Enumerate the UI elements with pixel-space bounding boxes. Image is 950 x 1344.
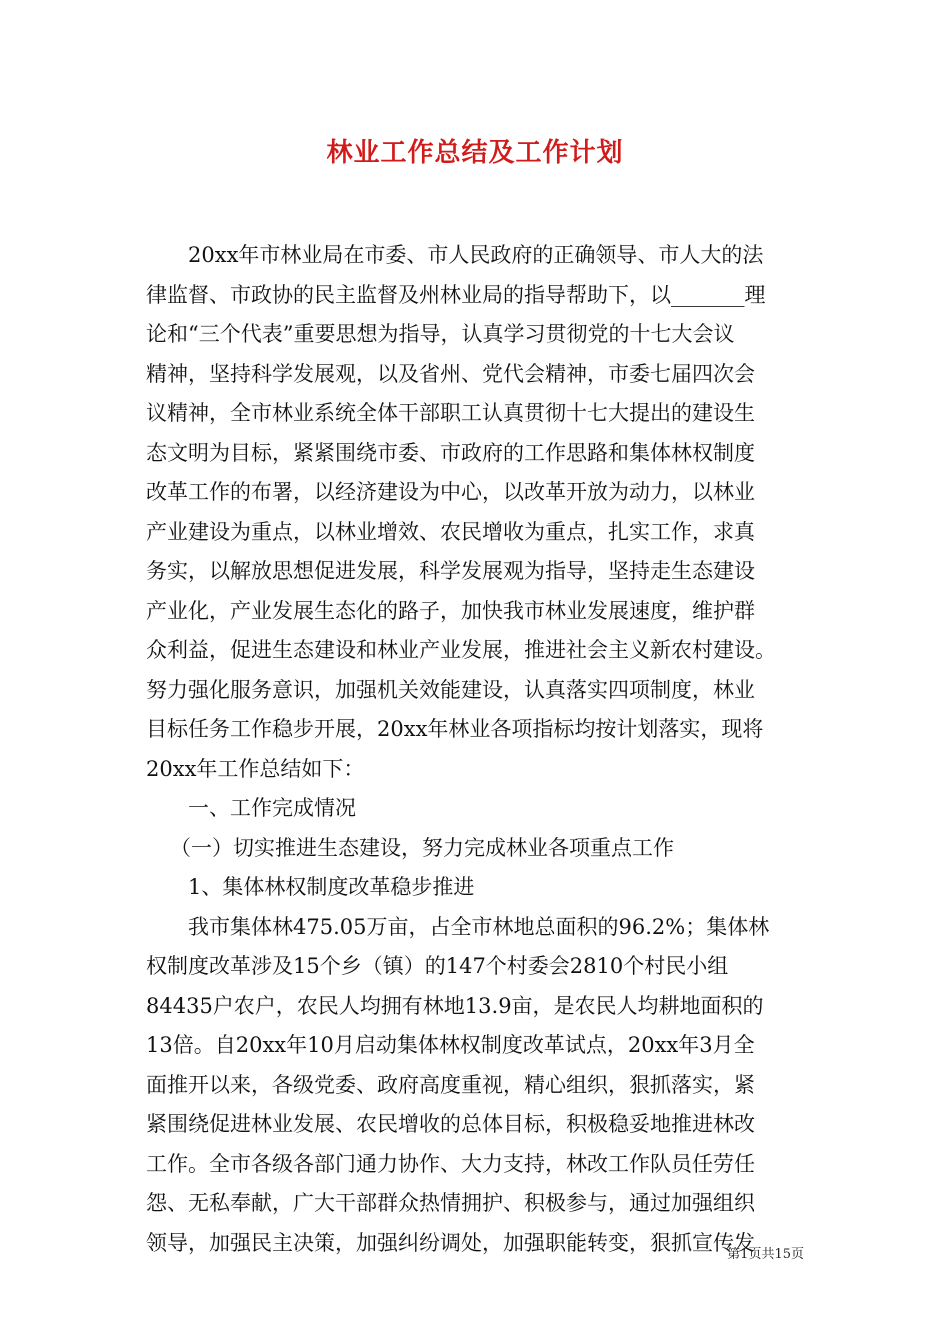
paragraph-line: 20xx年市林业局在市委、市人民政府的正确领导、市人大的法 [188,243,764,267]
page-number: 第1页共15页 [727,1247,804,1262]
paragraph-line: 我市集体林475.05万亩，占全市林地总面积的96.2%；集体林 [188,914,770,939]
paragraph-line: 紧围绕促进林业发展、农民增收的总体目标，积极稳妥地推进林改 [146,1112,755,1136]
paragraph-line: 面推开以来，各级党委、政府高度重视，精心组织，狠抓落实，紧 [146,1072,755,1097]
document-title: 林业工作总结及工作计划 [326,138,624,168]
paragraph-line: 权制度改革涉及15个乡（镇）的147个村委会2810个村民小组 [146,954,729,978]
paragraph-line: 议精神，全市林业系统全体干部职工认真贯彻十七大提出的建设生 [146,401,755,425]
subsection-heading: （一）切实推进生态建设，努力完成林业各项重点工作 [170,835,674,860]
paragraph-line: 精神，坚持科学发展观，以及省州、党代会精神，市委七届四次会 [146,361,755,386]
paragraph-line: 怨、无私奉献，广大干部群众热情拥护、积极参与，通过加强组织 [146,1191,755,1215]
paragraph-line: 84435户农户，农民人均拥有林地13.9亩，是农民人均耕地面积的 [146,993,764,1018]
paragraph-line: 目标任务工作稳步开展，20xx年林业各项指标均按计划落实，现将 [146,717,764,741]
paragraph-line: 20xx年工作总结如下： [146,756,365,781]
paragraph-line: 努力强化服务意识，加强机关效能建设，认真落实四项制度，林业 [146,677,755,702]
document-body [146,236,810,1263]
paragraph-line: 领导，加强民主决策，加强纠纷调处，加强职能转变，狠抓宣传发 [146,1230,755,1255]
section-heading: 一、工作完成情况 [188,796,356,820]
paragraph-line: 工作。全市各级各部门通力协作、大力支持，林改工作队员任劳任 [146,1151,755,1176]
paragraph-line: 产业建设为重点，以林业增效、农民增收为重点，扎实工作，求真 [146,519,755,544]
paragraph-line: 产业化，产业发展生态化的路子，加快我市林业发展速度，维护群 [146,598,755,623]
paragraph-line: 众利益，促进生态建设和林业产业发展，推进社会主义新农村建设。 [146,638,776,662]
paragraph-line: 务实，以解放思想促进发展，科学发展观为指导，坚持走生态建设 [146,559,755,583]
paragraph-line: 律监督、市政协的民主监督及州林业局的指导帮助下，以_______理 [146,282,766,307]
paragraph-line: 论和“三个代表”重要思想为指导，认真学习贯彻党的十七大会议 [146,322,735,346]
paragraph-line: 改革工作的布署，以经济建设为中心，以改革开放为动力，以林业 [146,480,755,504]
paragraph-line: 态文明为目标，紧紧围绕市委、市政府的工作思路和集体林权制度 [146,440,755,465]
paragraph-line: 13倍。自20xx年10月启动集体林权制度改革试点，20xx年3月全 [146,1033,755,1057]
item-heading: 1、集体林权制度改革稳步推进 [188,875,475,899]
